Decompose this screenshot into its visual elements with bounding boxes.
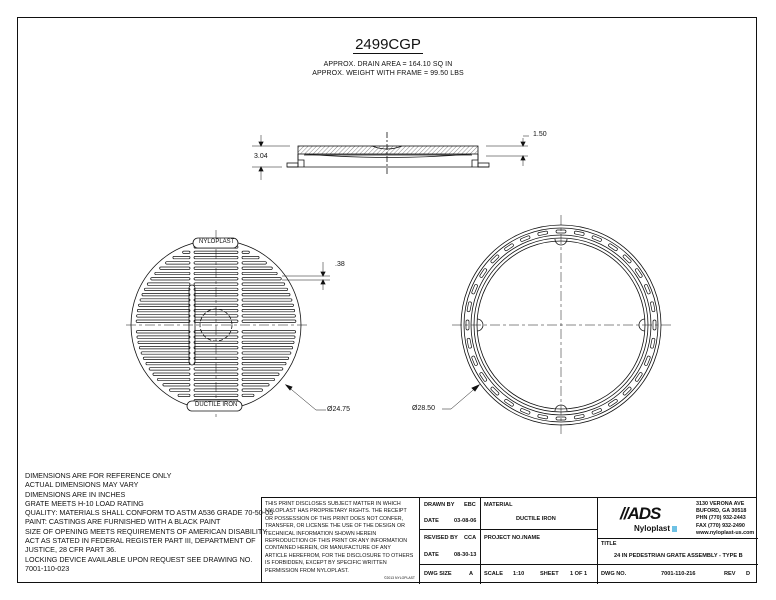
note: ACT AS STATED IN FEDERAL REGISTER PART III, DEPARTMENT OF	[25, 536, 256, 546]
revised-date: 08-30-13	[454, 552, 477, 558]
rev-label: REV	[724, 571, 736, 577]
dim-height: 3.04	[254, 153, 268, 160]
sheet: 1 OF 1	[570, 571, 588, 577]
weight-text: APPROX. WEIGHT WITH FRAME = 99.50 LBS	[312, 70, 464, 77]
nyloplast-brand	[634, 524, 677, 533]
divider	[420, 529, 598, 530]
dwg-size: A	[469, 571, 474, 577]
note: ACTUAL DIMENSIONS MAY VARY	[25, 480, 139, 490]
drawn-date: 03-08-06	[454, 518, 477, 524]
drain-area-text: APPROX. DRAIN AREA = 164.10 SQ IN	[323, 61, 453, 68]
note: GRATE MEETS H-10 LOAD RATING	[25, 498, 144, 508]
disclaimer-line: TRANSFER, OR LICENSE THE USE OF THE DESIGN OR	[265, 523, 405, 530]
disclaimer-line: NYLOPLAST HAS PROPRIETARY RIGHTS. THE RECEIPT	[265, 508, 407, 515]
divider	[597, 498, 598, 584]
divider	[480, 498, 481, 584]
disclaimer-line: THIS PRINT DISCLOSES SUBJECT MATTER IN WHICH	[265, 501, 401, 507]
part-number: 2499CGP	[355, 36, 421, 53]
disclaimer-line: OR POSSESSION OF THIS PRINT DOES NOT CONFER,	[265, 515, 404, 522]
grate-label-bottom: DUCTILE IRON	[195, 402, 238, 408]
company-address	[696, 501, 754, 537]
material: DUCTILE IRON	[516, 516, 556, 522]
project-label: PROJECT NO./NAME	[484, 535, 540, 541]
ads-nyloplast-logo	[614, 504, 696, 536]
drawn-by-label: DRAWN BY	[424, 502, 455, 508]
dwg-no-label: DWG NO.	[601, 571, 627, 577]
note: DIMENSIONS ARE FOR REFERENCE ONLY	[25, 471, 172, 480]
divider	[597, 538, 758, 539]
disclaimer-line: ARTICLE HEREFROM, FOR THE DISCLOSURE TO OTHERS	[265, 552, 414, 559]
dim-slot-width: .38	[335, 261, 345, 268]
note: LOCKING DEVICE AVAILABLE UPON REQUEST SEE DRAWING NO.	[25, 554, 253, 564]
title-label: TITLE	[601, 541, 617, 547]
phone: PHN (770) 932-2443	[696, 515, 746, 522]
dwg-size-label: DWG SIZE	[424, 571, 452, 577]
fax: FAX (770) 932-2490	[696, 522, 745, 529]
note: QUALITY: MATERIALS SHALL CONFORM TO ASTM A536 GRADE 70-50-05	[25, 508, 274, 518]
scale: 1:10	[513, 571, 525, 577]
divider	[420, 564, 758, 565]
disclaimer-line: CONTAINED HEREIN, OR MANUFACTURE OF ANY	[265, 545, 391, 552]
dwg-no: 7001-110-216	[661, 571, 696, 577]
note: SIZE OF OPENING MEETS REQUIREMENTS OF AMERICAN DISABILITY	[25, 526, 268, 536]
sheet-label: SHEET	[540, 571, 559, 577]
note: 7001-110-023	[25, 563, 70, 573]
website: www.nyloplast-us.com	[696, 529, 755, 536]
dim-grate-thickness: 1.50	[533, 131, 547, 138]
note: DIMENSIONS ARE IN INCHES	[25, 489, 126, 499]
disclaimer-line: IS FORBIDDEN, EXCEPT BY SPECIFIC WRITTEN	[265, 560, 387, 567]
disclaimer-line: REPRODUCTION OF THIS PRINT OR ANY INFORMATION	[265, 538, 408, 545]
general-notes	[25, 471, 273, 573]
ads-logo-text: //ADS	[620, 504, 661, 523]
disclaimer-line: PERMISSION FROM NYLOPLAST.	[265, 567, 349, 574]
title-block	[261, 497, 757, 583]
scale-label: SCALE	[484, 571, 503, 577]
brand-text: Nyloplast	[634, 524, 671, 533]
disclaimer	[262, 498, 420, 584]
date-label: DATE	[424, 552, 439, 558]
section-view	[252, 132, 529, 180]
dim-frame-diameter: Ø28.50	[412, 405, 435, 412]
grate-top-view	[126, 230, 330, 420]
dim-grate-diameter: Ø24.75	[327, 406, 350, 413]
frame-top-view	[442, 215, 672, 435]
drawing-title: 24 IN PEDESTRIAN GRATE ASSEMBLY - TYPE B	[614, 553, 743, 559]
copyright: ©2013 NYLOPLAST	[384, 575, 415, 580]
revised-by: CCA	[464, 535, 477, 541]
grate-label-top: NYLOPLAST	[199, 239, 235, 245]
note: PAINT: CASTINGS ARE FURNISHED WITH A BLACK PAINT	[25, 517, 221, 527]
brand-mark-icon	[672, 526, 677, 532]
address-line: BUFORD, GA 30518	[696, 508, 747, 515]
disclaimer-line: TECHNICAL INFORMATION SHOWN HEREIN	[265, 530, 377, 537]
note: JUSTICE, 28 CFR PART 36.	[25, 545, 117, 555]
revised-by-label: REVISED BY	[424, 535, 458, 541]
material-label: MATERIAL	[484, 502, 513, 508]
rev: D	[746, 571, 751, 577]
drawn-by: EBC	[464, 502, 476, 508]
address-line: 3130 VERONA AVE	[696, 501, 745, 507]
date-label: DATE	[424, 518, 439, 524]
